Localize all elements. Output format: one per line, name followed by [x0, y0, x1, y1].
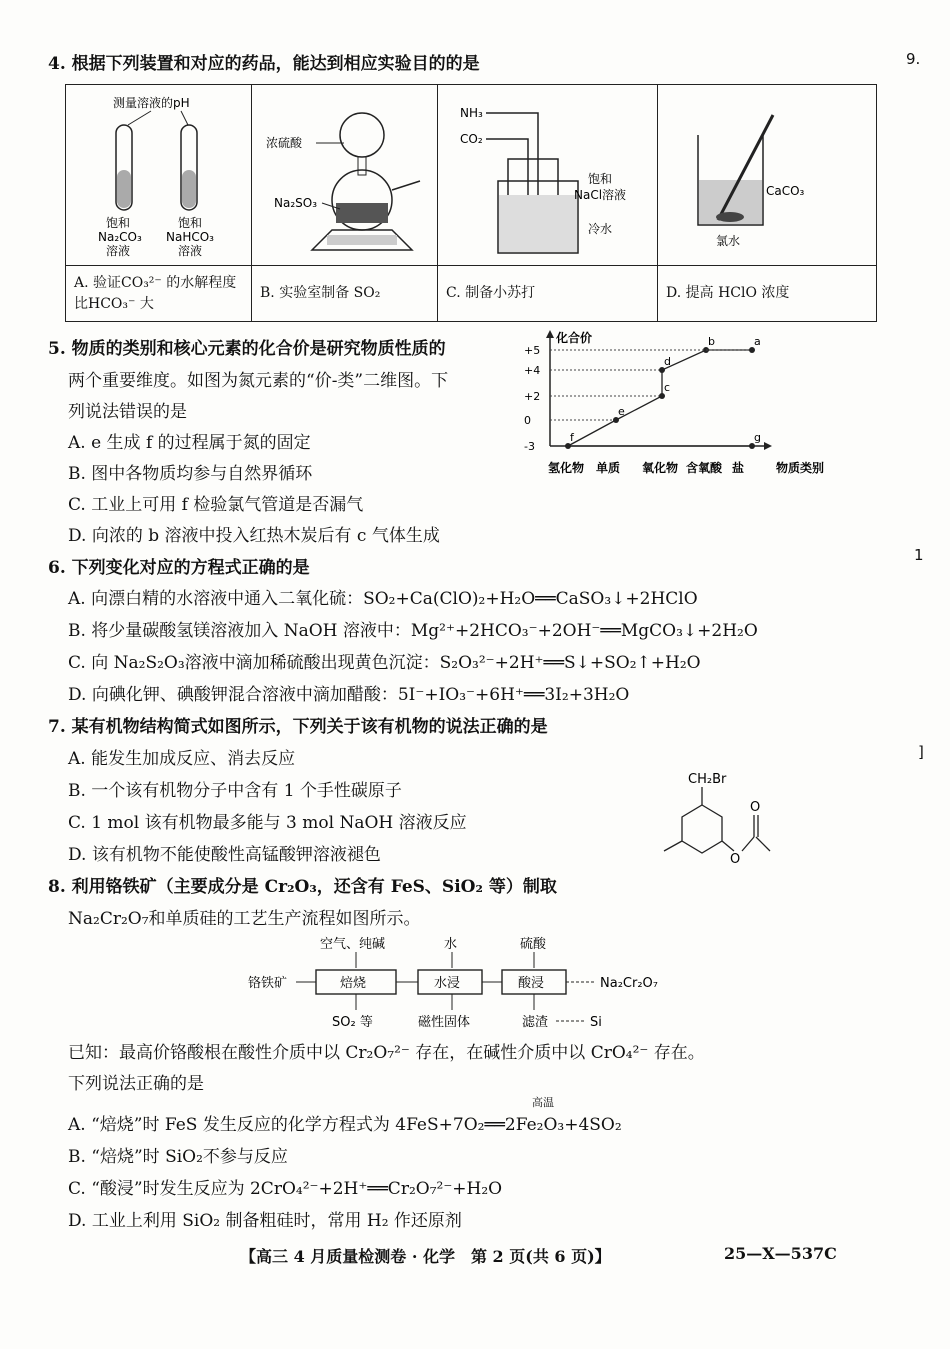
ch2br-label: CH₂Br: [688, 772, 727, 787]
chlorine-water-label: 氯水: [716, 234, 741, 248]
q7-option-b: B. 一个该有机物分子中含有 1 个手性碳原子: [68, 781, 402, 801]
q5-option-b: B. 图中各物质均参与自然界循环: [68, 464, 313, 484]
water-label: 冷水: [588, 222, 613, 236]
q8-stem-line1: 8. 利用铬铁矿（主要成分是 Cr₂O₃，还含有 FeS、SiO₂ 等）制取: [48, 877, 557, 897]
raw-material: 铬铁矿: [248, 976, 288, 991]
gas2-label: CO₂: [460, 132, 483, 146]
y-axis-arrow: [546, 330, 554, 338]
q5-option-a: A. e 生成 f 的过程属于氮的固定: [68, 433, 311, 453]
x-tick-label: 含氧酸: [686, 461, 723, 475]
benzene-ring: [682, 805, 722, 853]
y-tick-label: +5: [524, 344, 541, 357]
q8-option-a: A. “焙烧”时 FeS 发生反应的化学方程式为 4FeS+7O₂══2Fe₂O₃+4SO₂: [68, 1115, 622, 1135]
tube-right-l2: NaHCO₃: [166, 230, 214, 244]
point-label-g: g: [754, 431, 761, 444]
x-tick-label: 盐: [732, 461, 745, 475]
output-residue: 滤渣: [522, 1015, 549, 1030]
x-axis-label: 物质类别: [776, 461, 825, 475]
x-tick-label: 氧化物: [642, 461, 679, 475]
output-so2: SO₂ 等: [332, 1015, 373, 1030]
q6-option-d: D. 向碘化钾、碘酸钾混合溶液中滴加醋酸：5I⁻+IO₃⁻+6H⁺══3I₂+3H₂O: [68, 685, 630, 705]
q4-stem: 4. 根据下列装置和对应的药品，能达到相应实验目的的是: [48, 54, 480, 74]
q5-option-c: C. 工业上可用 f 检验氯气管道是否漏气: [68, 495, 364, 515]
point-label-b: b: [708, 335, 715, 348]
q4-apparatus-table: [65, 84, 877, 322]
caption-a: A. 验证CO₃²⁻ 的水解程度比HCO₃⁻ 大: [66, 266, 252, 322]
baking-soda-diagram: [438, 85, 657, 261]
apparatus-c: [438, 85, 658, 266]
y-tick-label: -3: [524, 440, 535, 453]
solution-l2: NaCl溶液: [574, 188, 627, 202]
silicon-label: Si: [590, 1015, 602, 1030]
acid-label: 浓硫酸: [266, 136, 303, 150]
caco3-label: CaCO₃: [766, 184, 805, 198]
apparatus-d: [658, 85, 877, 266]
q8-ask: 下列说法正确的是: [68, 1074, 204, 1094]
step-water-leach-label: 水浸: [434, 976, 461, 991]
q7-option-a: A. 能发生加成反应、消去反应: [68, 749, 296, 769]
nitrogen-valence-chart: [520, 328, 850, 478]
q6-option-a: A. 向漂白精的水溶液中通入二氧化硫：SO₂+Ca(ClO)₂+H₂O══CaSO₃↓+2HClO: [68, 589, 698, 609]
q7-stem: 7. 某有机物结构简式如图所示，下列关于该有机物的说法正确的是: [48, 717, 548, 737]
q5-line2: 两个重要维度。如图为氮元素的“价-类”二维图。下: [68, 371, 449, 391]
input-water: 水: [444, 937, 458, 952]
y-tick-label: +2: [524, 390, 541, 403]
point-label-d: d: [664, 355, 671, 368]
footer-title: 【高三 4 月质量检测卷 · 化学 第 2 页(共 6 页)】: [240, 1247, 611, 1266]
tube-left-l2: Na₂CO₃: [98, 230, 142, 244]
q6-option-c: C. 向 Na₂S₂O₃溶液中滴加稀硫酸出现黄色沉淀：S₂O₃²⁻+2H⁺══S↓+SO₂↑+H₂O: [68, 653, 701, 673]
ester-oxygen: O: [730, 852, 741, 867]
input-sulfuric-acid: 硫酸: [520, 937, 547, 952]
y-tick-label: +4: [524, 364, 541, 377]
point-label-c: c: [664, 381, 671, 394]
ph-label: 测量溶液的pH: [113, 96, 190, 110]
tube-left-l1: 饱和: [106, 216, 131, 230]
beaker-diagram: [658, 85, 876, 261]
q7-option-c: C. 1 mol 该有机物最多能与 3 mol NaOH 溶液反应: [68, 813, 467, 833]
y-tick-label: 0: [524, 414, 531, 427]
x-tick-label: 单质: [596, 461, 621, 475]
organic-structure: [650, 765, 790, 875]
q6-option-b: B. 将少量碳酸氢镁溶液加入 NaOH 溶液中：Mg²⁺+2HCO₃⁻+2OH⁻══MgCO₃↓+2H₂O: [68, 621, 758, 641]
y-axis-label: 化合价: [556, 331, 593, 345]
point-label-e: e: [618, 405, 625, 418]
q5-line3: 列说法错误的是: [68, 402, 187, 422]
product-label: Na₂Cr₂O₇: [600, 976, 658, 991]
x-tick-label: 氢化物: [548, 461, 585, 475]
margin-mark-low: ]: [918, 743, 924, 761]
caption-c: C. 制备小苏打: [438, 266, 658, 322]
q8-known: 已知：最高价铬酸根在酸性介质中以 Cr₂O₇²⁻ 存在，在碱性介质中以 CrO₄²⁻ 存在。: [68, 1043, 705, 1063]
test-tubes-diagram: [66, 85, 251, 261]
so2-generator-diagram: [252, 85, 437, 261]
tube-left-l3: 溶液: [106, 244, 131, 258]
caption-d: D. 提高 HClO 浓度: [658, 266, 877, 322]
x-axis-arrow: [764, 442, 772, 450]
step-roast-label: 焙烧: [340, 976, 367, 991]
carbonyl-oxygen: O: [750, 800, 761, 815]
input-air-soda: 空气、纯碱: [320, 937, 386, 952]
q8-stem-line2: Na₂Cr₂O₇和单质硅的工艺生产流程如图所示。: [68, 909, 421, 929]
tube-right-l3: 溶液: [178, 244, 203, 258]
point-label-f: f: [570, 431, 574, 444]
point-label-a: a: [754, 335, 761, 348]
apparatus-a: [66, 85, 252, 266]
margin-mark-mid: 1: [914, 546, 924, 564]
q8-option-c: C. “酸浸”时发生反应为 2CrO₄²⁻+2H⁺══Cr₂O₇²⁻+H₂O: [68, 1179, 503, 1199]
solution-l1: 饱和: [588, 172, 613, 186]
output-magnetic-solid: 磁性固体: [418, 1015, 471, 1030]
q7-option-d: D. 该有机物不能使酸性高锰酸钾溶液褪色: [68, 845, 381, 865]
caption-b: B. 实验室制备 SO₂: [252, 266, 438, 322]
q8-option-b: B. “焙烧”时 SiO₂不参与反应: [68, 1147, 288, 1167]
salt-label: Na₂SO₃: [274, 196, 318, 210]
reaction-condition: 高温: [532, 1096, 554, 1109]
q5-option-d: D. 向浓的 b 溶液中投入红热木炭后有 c 气体生成: [68, 526, 440, 546]
process-flowchart: [240, 930, 700, 1035]
margin-mark-top: 9.: [906, 50, 921, 68]
q6-stem: 6. 下列变化对应的方程式正确的是: [48, 558, 310, 578]
q5-line1: 5. 物质的类别和核心元素的化合价是研究物质性质的: [48, 339, 446, 359]
q8-option-d: D. 工业上利用 SiO₂ 制备粗硅时，常用 H₂ 作还原剂: [68, 1211, 462, 1231]
step-acid-leach-label: 酸浸: [518, 976, 545, 991]
tube-right-l1: 饱和: [178, 216, 203, 230]
gas1-label: NH₃: [460, 106, 483, 120]
footer-code: 25—X—537C: [724, 1244, 837, 1263]
apparatus-b: [252, 85, 438, 266]
